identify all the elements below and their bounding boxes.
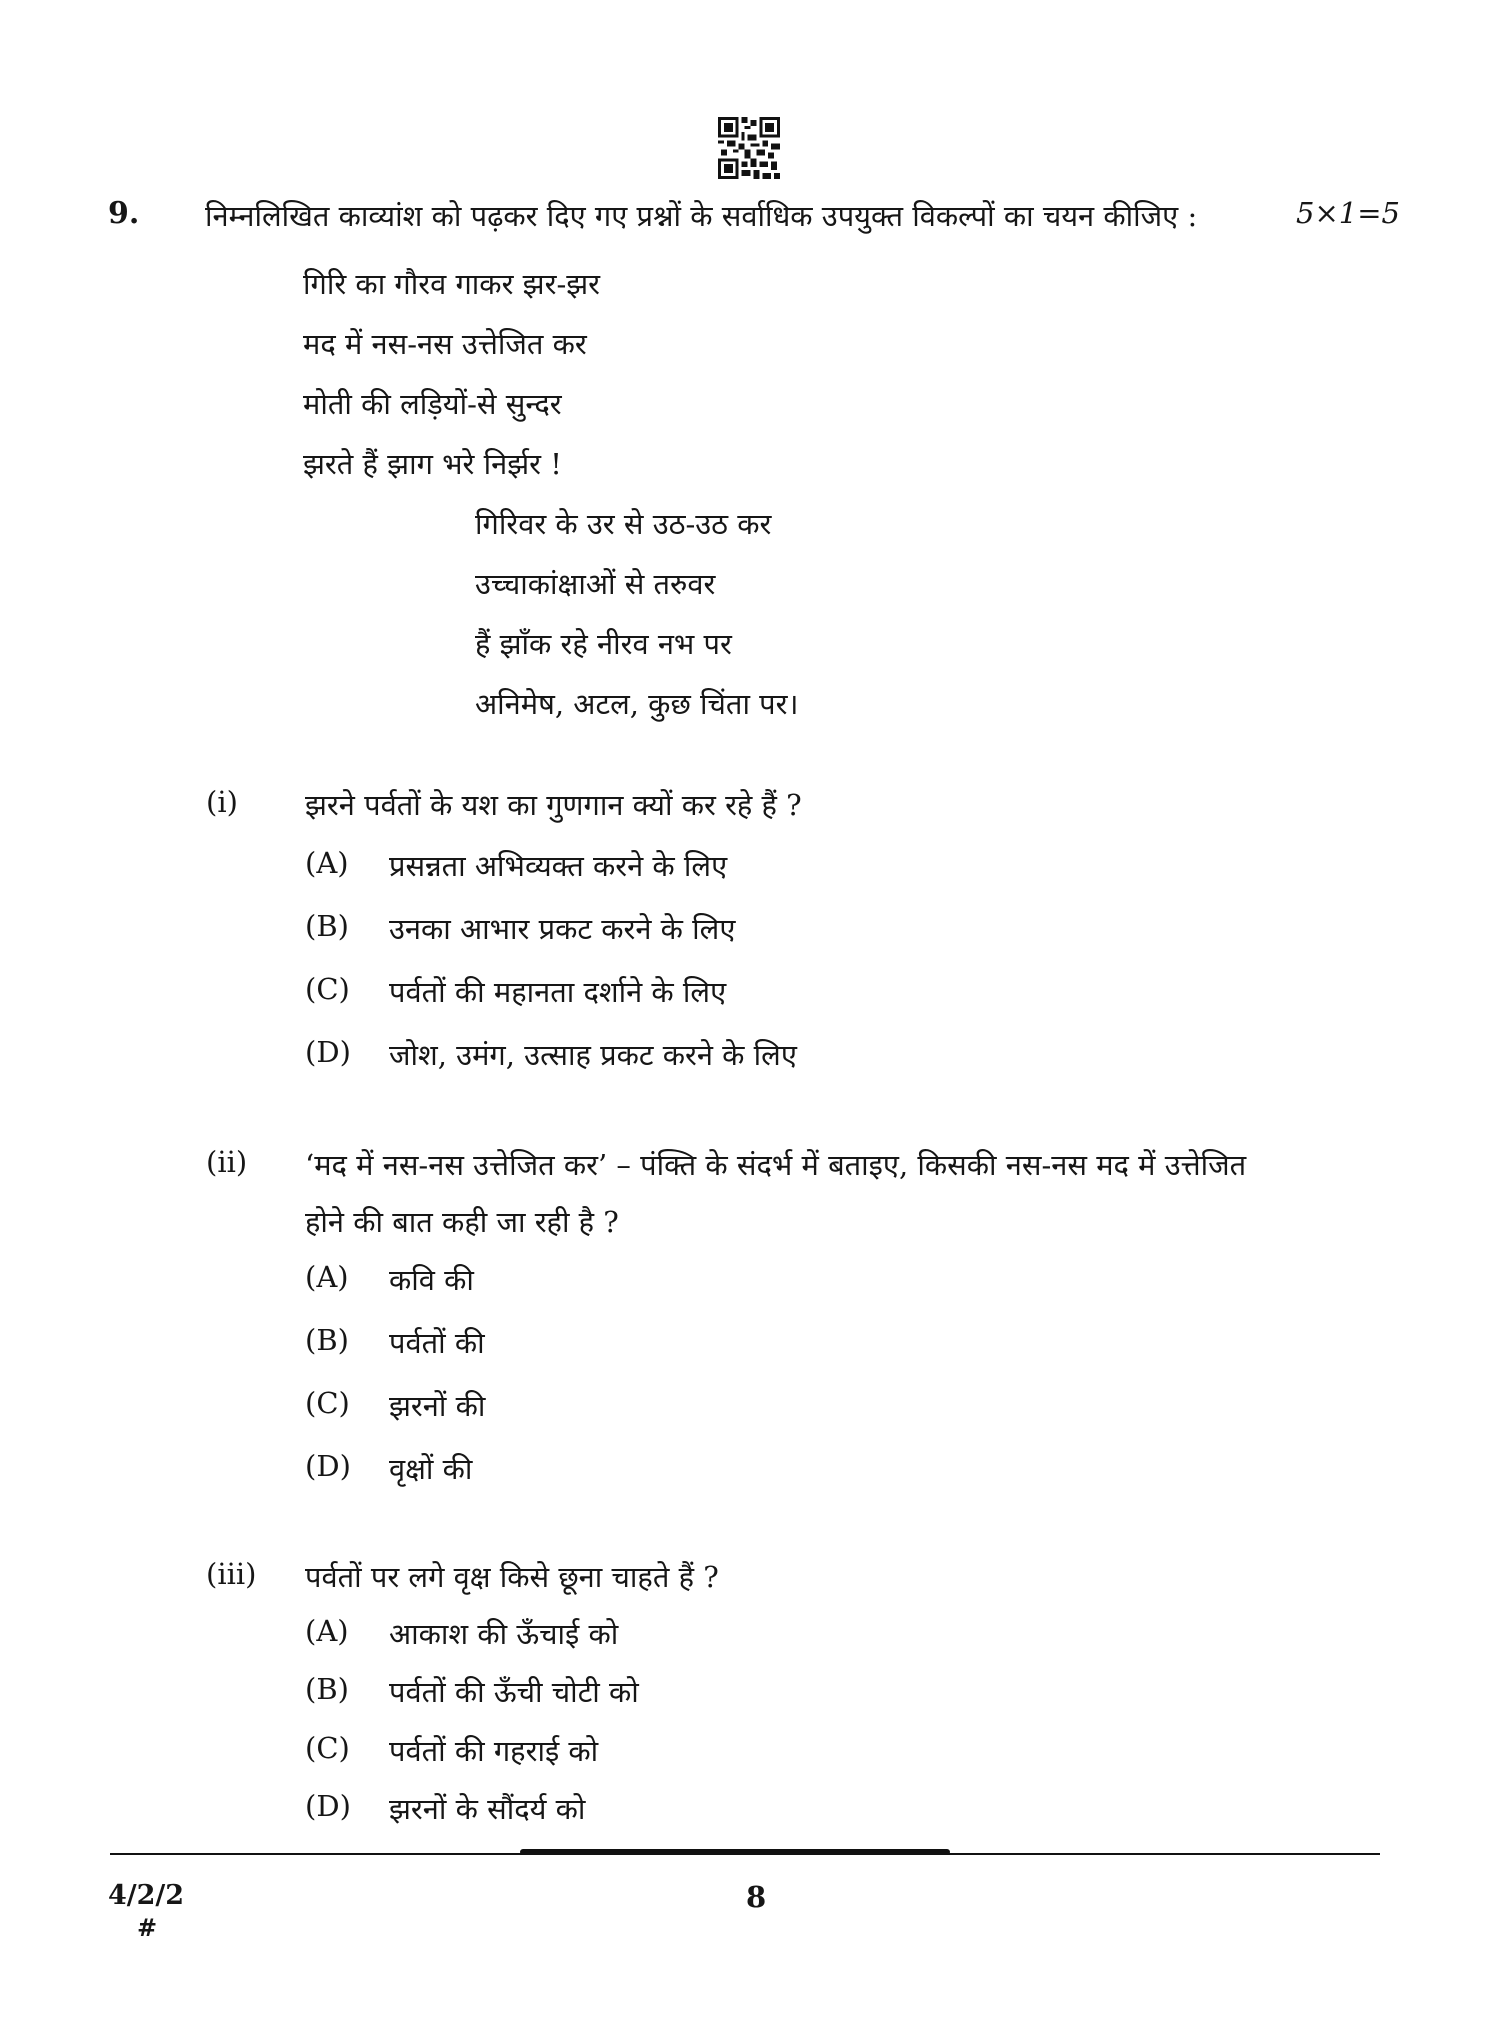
subquestion-text-line2: होने की बात कही जा रही है ? — [305, 1205, 619, 1239]
option-text: पर्वतों की गहराई को — [389, 1734, 599, 1768]
option-text: उनका आभार प्रकट करने के लिए — [389, 912, 736, 946]
hash-mark: # — [137, 1913, 158, 1942]
paper-code: 4/2/2 — [108, 1880, 185, 1911]
option-text: झरनों की — [389, 1389, 486, 1423]
poem-line: मोती की लड़ियों-से सुन्दर — [303, 387, 562, 421]
poem-line: गिरिवर के उर से उठ-उठ कर — [475, 507, 772, 541]
option-label: (D) — [305, 1035, 351, 1069]
option-label: (A) — [305, 1260, 349, 1294]
poem-line: अनिमेष, अटल, कुछ चिंता पर। — [475, 687, 799, 721]
subquestion-label: (iii) — [206, 1557, 257, 1591]
poem-line: उच्चाकांक्षाओं से तरुवर — [475, 567, 716, 601]
poem-line: झरते हैं झाग भरे निर्झर ! — [303, 447, 562, 481]
page-number: 8 — [746, 1880, 767, 1914]
footer-rule-thick — [520, 1849, 950, 1855]
option-text: पर्वतों की — [389, 1326, 485, 1360]
option-text: आकाश की ऊँचाई को — [389, 1617, 619, 1651]
poem-line: हैं झाँक रहे नीरव नभ पर — [475, 627, 732, 661]
poem-line: मद में नस-नस उत्तेजित कर — [303, 327, 587, 361]
subquestion-text: झरने पर्वतों के यश का गुणगान क्यों कर रहे हैं ? — [305, 788, 802, 822]
option-label: (A) — [305, 1614, 349, 1648]
question-instruction: निम्नलिखित काव्यांश को पढ़कर दिए गए प्रश्नों के सर्वाधिक उपयुक्त विकल्पों का चयन कीजिए : — [205, 199, 1198, 233]
option-text: पर्वतों की ऊँची चोटी को — [389, 1675, 639, 1709]
option-label: (A) — [305, 846, 349, 880]
option-label: (C) — [305, 1386, 350, 1420]
option-label: (D) — [305, 1449, 351, 1483]
option-label: (C) — [305, 972, 350, 1006]
poem-line: गिरि का गौरव गाकर झर-झर — [303, 267, 601, 301]
option-text: प्रसन्नता अभिव्यक्त करने के लिए — [389, 849, 728, 883]
option-text: जोश, उमंग, उत्साह प्रकट करने के लिए — [389, 1038, 797, 1072]
option-text: झरनों के सौंदर्य को — [389, 1792, 586, 1826]
subquestion-text-line1: ‘मद में नस-नस उत्तेजित कर’ – पंक्ति के संदर्भ में बताइए, किसकी नस-नस मद में उत्तेजित — [305, 1148, 1247, 1182]
option-text: पर्वतों की महानता दर्शाने के लिए — [389, 975, 727, 1009]
option-label: (B) — [305, 909, 349, 943]
option-text: वृक्षों की — [389, 1452, 473, 1486]
subquestion-label: (ii) — [206, 1145, 248, 1179]
option-label: (B) — [305, 1672, 349, 1706]
option-label: (B) — [305, 1323, 349, 1357]
option-text: कवि की — [389, 1263, 474, 1297]
qr-code — [718, 117, 780, 179]
subquestion-text: पर्वतों पर लगे वृक्ष किसे छूना चाहते हैं ? — [305, 1560, 719, 1594]
question-number: 9. — [108, 196, 140, 231]
option-label: (C) — [305, 1731, 350, 1765]
question-marks: 5×1=5 — [1296, 196, 1400, 230]
subquestion-label: (i) — [206, 785, 238, 819]
option-label: (D) — [305, 1789, 351, 1823]
